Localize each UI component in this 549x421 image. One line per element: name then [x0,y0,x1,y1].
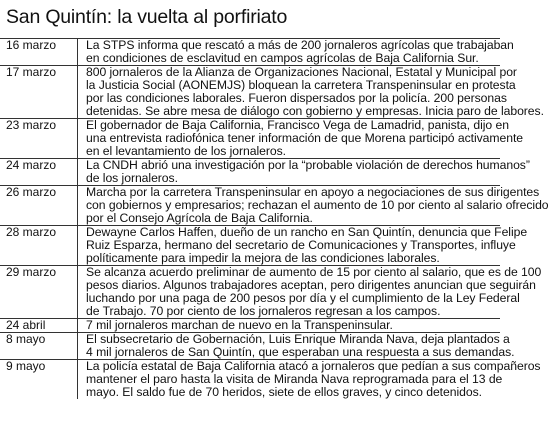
timeline-row [0,185,549,225]
event-description [86,359,541,399]
event-date: 29 marzo [6,265,57,279]
event-date: 24 abril [6,318,46,332]
event-description-line: de los jornaleros. [86,171,178,185]
event-date: 8 mayo [6,332,46,346]
timeline-row [0,265,542,318]
event-description-line: Marcha por la carretera Transpeninsular en apoyo a negociaciones de sus dirigentes [86,185,540,199]
event-description-line: La CNDH abrió una investigación por la “probable violación de derechos humanos” [86,158,530,172]
column-divider [77,119,78,158]
event-description-line: luchando por una paga de 200 pesos por día y el cumplimiento de la Ley Federal [86,291,520,305]
timeline-row [0,359,541,399]
event-description-line: de Trabajo. 70 por ciento de los jornaleros regresan a los campos. [86,304,441,318]
event-description-line: por las condiciones laborales. Fueron dispersados por la policía. 200 personas [86,91,507,105]
event-description [86,319,494,332]
event-description-line: 800 jornaleros de la Alianza de Organizaciones Nacional, Estatal y Municipal por [86,65,517,79]
page-title: San Quintín: la vuelta al porfiriato [6,6,288,28]
event-date: 26 marzo [6,185,57,199]
event-description [86,225,528,265]
event-description-line: La policía estatal de Baja California atacó a jornaleros que pedían a sus compañeros [86,359,541,373]
event-description-line: detenidas. Se abre mesa de diálogo con gobierno y empresas. Inicia paro de labores. [86,104,544,118]
event-description [86,118,524,158]
event-description-line: por el Consejo Agrícola de Baja California. [86,211,313,225]
event-description [86,185,549,225]
event-description [86,265,542,318]
event-date: 17 marzo [6,65,57,79]
event-date: 23 marzo [6,118,57,132]
column-divider [77,226,78,265]
column-divider [77,360,78,399]
event-date: 24 marzo [6,158,57,172]
timeline-table [0,38,549,399]
event-description-line: La STPS informa que rescató a más de 200 jornaleros agrícolas que trabajaban [86,38,514,52]
event-description [86,332,515,359]
event-description [86,38,514,65]
event-description-line: con gobiernos y empresarios; rechazan el aumento de 10 por ciento al salario ofrecido [86,198,549,212]
timeline-row [0,332,515,359]
column-divider [77,333,78,359]
timeline-row [0,158,530,185]
column-divider [77,66,78,118]
event-description-line: Ruiz Esparza, hermano del secretario de Comunicaciones y Transportes, influye [86,238,516,252]
column-divider [77,159,78,185]
event-date: 16 marzo [6,38,57,52]
event-description [86,158,530,185]
event-description-line: mantener el paro hasta la visita de Miranda Nava reprogramada para el 13 de [86,372,503,386]
event-description-line: 4 mil jornaleros de San Quintín, que esperaban una respuesta a sus demandas. [86,345,515,359]
event-date: 28 marzo [6,225,57,239]
event-description [86,65,544,118]
timeline-row [0,65,544,118]
event-description-line: pesos diarios. Algunos trabajadores aceptan, pero dirigentes anuncian que seguirán [86,278,536,292]
timeline-row [0,118,524,158]
column-divider [77,186,78,225]
event-description-line: una entrevista radiofónica tener información de que Morena participó activamente [86,131,524,145]
event-description-line: mayo. El saldo fue de 70 heridos, siete de ellos graves, y cinco detenidos. [86,385,482,399]
event-description-line: El subsecretario de Gobernación, Luis Enrique Miranda Nava, deja plantados a [86,332,510,346]
event-description-line: El gobernador de Baja California, Francisco Vega de Lamadrid, panista, dijo en [86,118,509,132]
event-description-line: en el levantamiento de los jornaleros. [86,144,286,158]
event-description-line: Dewayne Carlos Haffen, dueño de un rancho en San Quintín, denuncia que Felipe [86,225,528,239]
event-description-line: la Justicia Social (AONEMJS) bloquean la carretera Transpeninsular en protesta [86,78,516,92]
event-description-line: 7 mil jornaleros marchan de nuevo en la Transpeninsular. [86,318,393,332]
column-divider [77,39,78,65]
event-description-line: en condiciones de esclavitud en campos agrícolas de Baja California Sur. [86,51,479,65]
timeline-row [0,318,500,332]
column-divider [77,319,78,332]
timeline-row [0,225,528,265]
event-description-line: políticamente para impedir la mejora de las condiciones laborales. [86,251,440,265]
event-description-line: Se alcanza acuerdo preliminar de aumento de 15 por ciento al salario, que es de 100 [86,265,542,279]
event-date: 9 mayo [6,359,46,373]
column-divider [77,266,78,318]
timeline-row [0,38,514,65]
